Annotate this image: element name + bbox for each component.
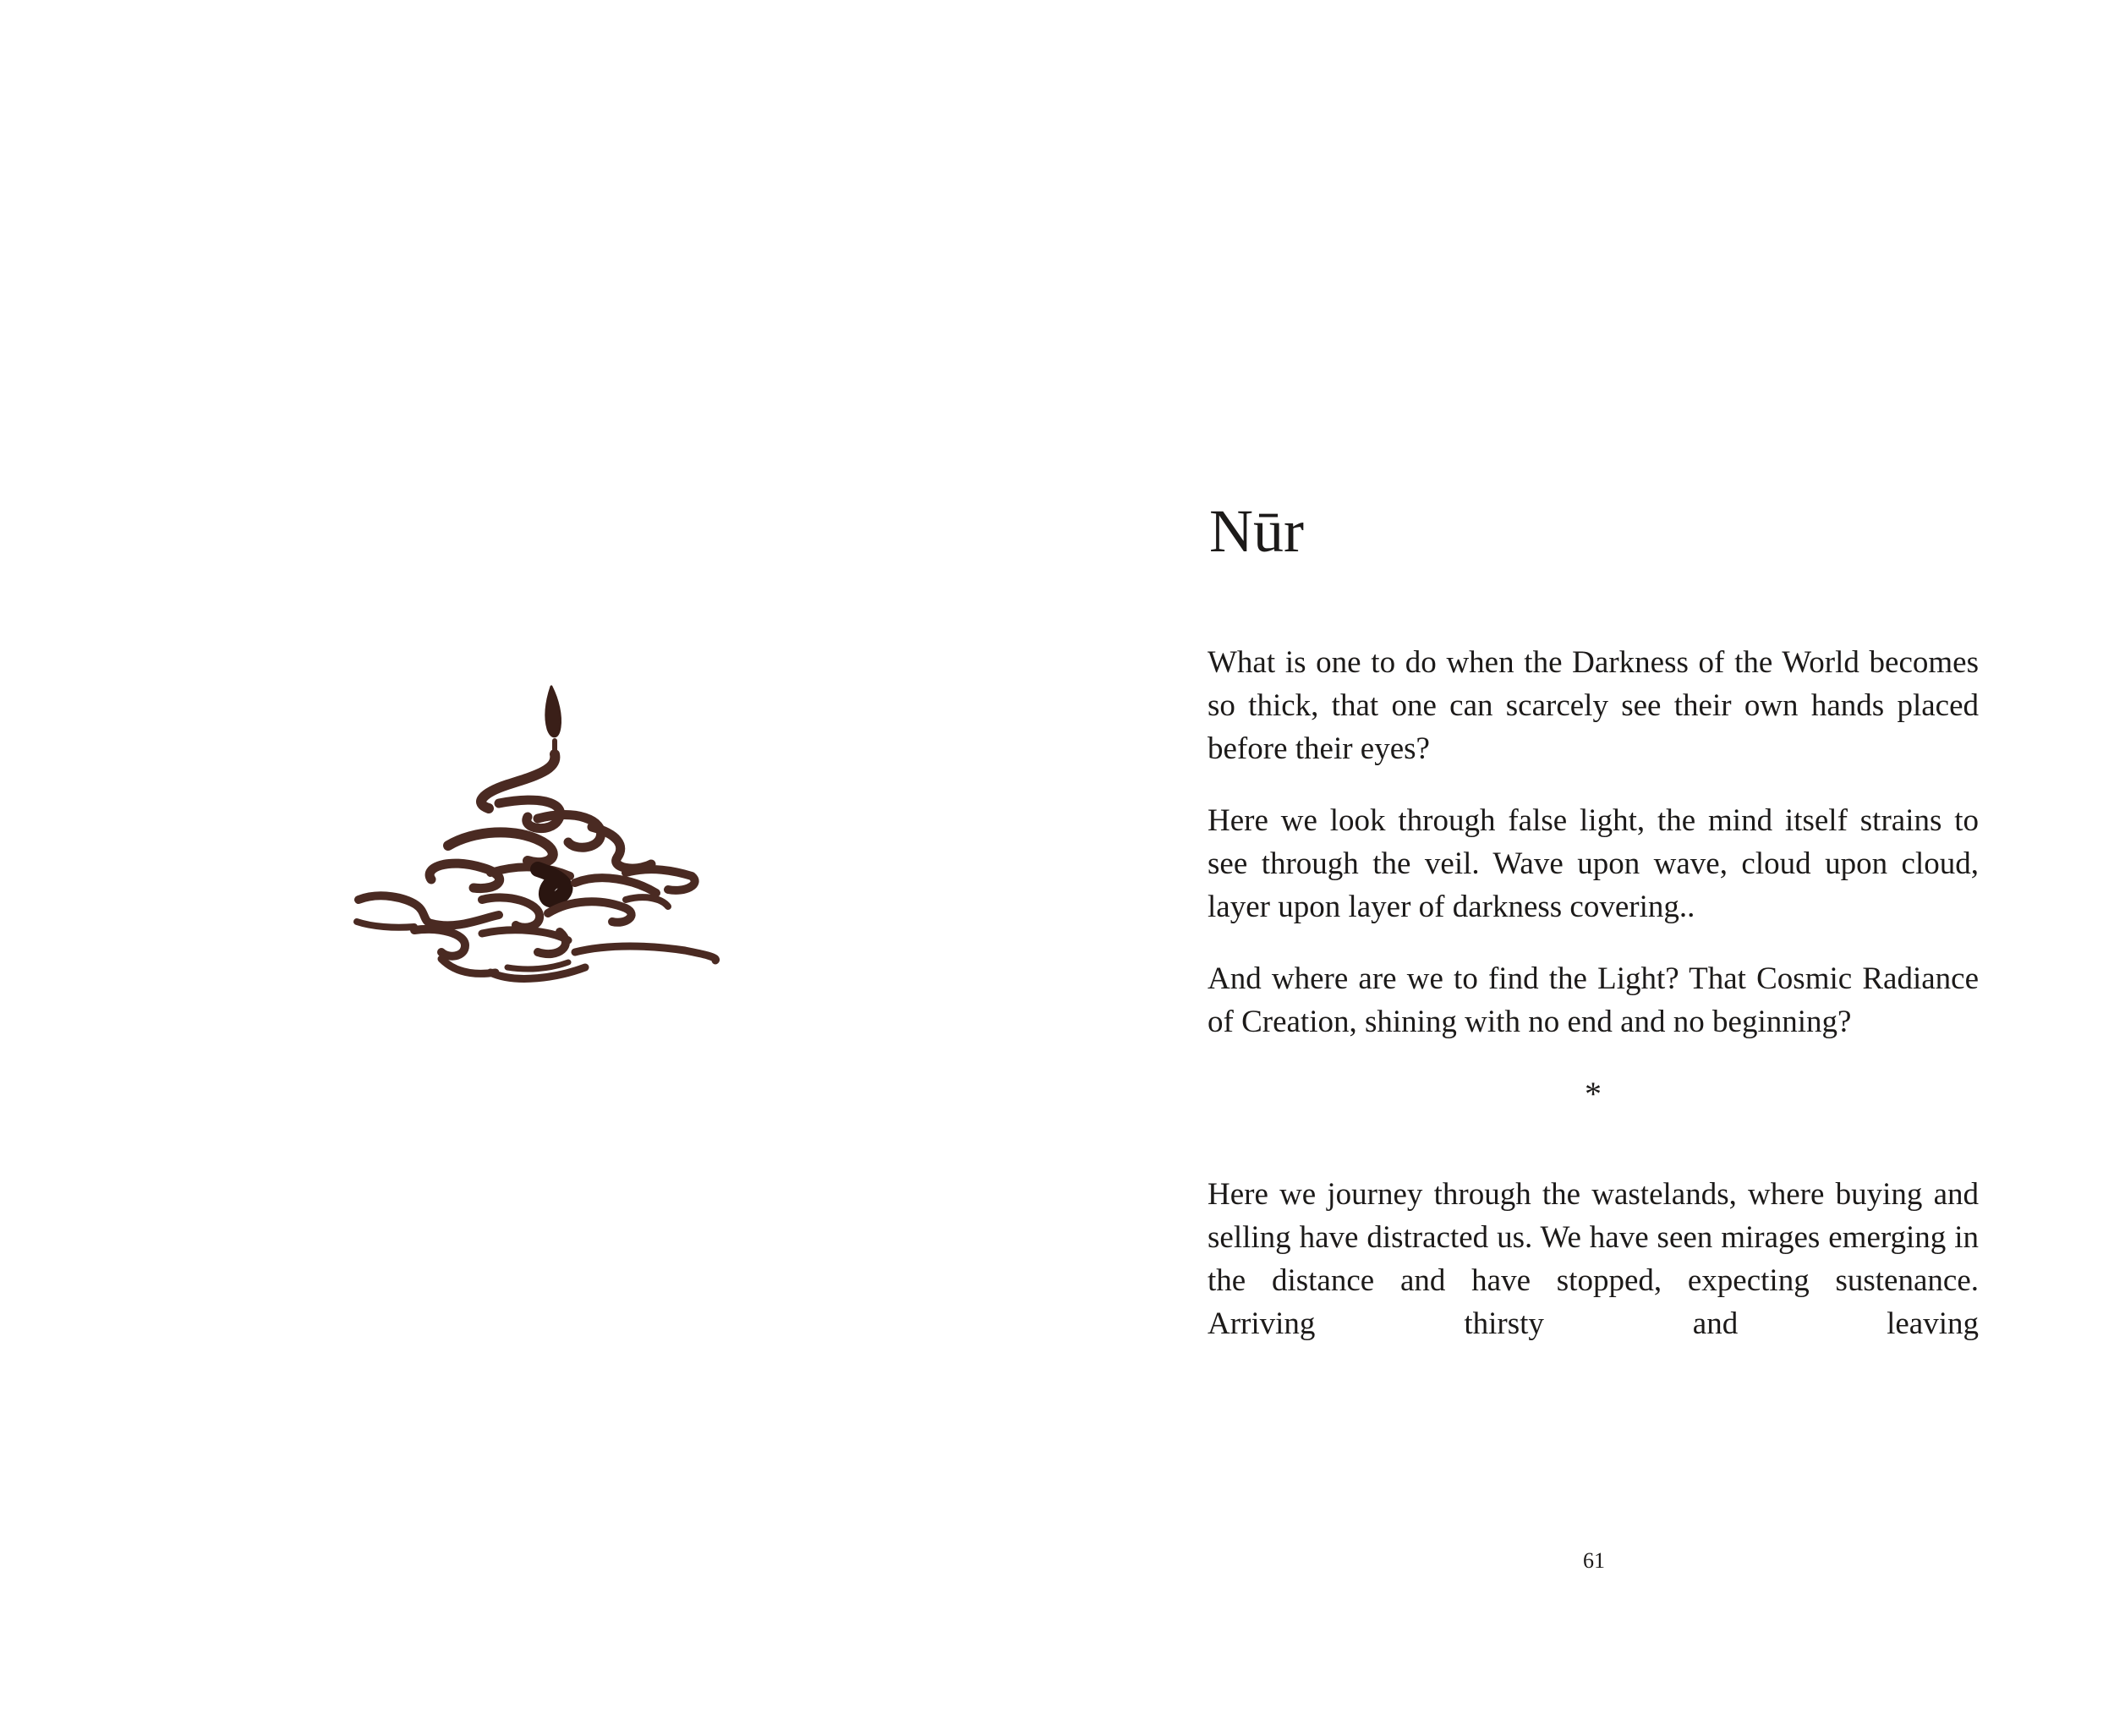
paragraph: Here we look through false light, the mind itself strains to see through the veil. Wave upon wave, cloud upon cloud, layer upon layer of darkness covering.. bbox=[1208, 803, 1979, 924]
page-number: 61 bbox=[1583, 1548, 1605, 1573]
paragraph: Here we journey through the wastelands, where buying and selling have distracted us. We have seen mirages emerging in the distance and have stopped, expecting sustenance. Arriving thirsty and leaving bbox=[1208, 1177, 1979, 1341]
candle-flame-ink-illustration-icon bbox=[347, 676, 727, 1015]
section-break-asterisk: * bbox=[1585, 1075, 1602, 1113]
paragraph: And where are we to find the Light? That Cosmic Radiance of Creation, shining with no end and no beginning? bbox=[1208, 961, 1979, 1039]
chapter-title: Nūr bbox=[1209, 497, 1304, 565]
paragraph: What is one to do when the Darkness of the World becomes so thick, that one can scarcely see their own hands placed before their eyes? bbox=[1208, 645, 1979, 766]
body-text bbox=[1208, 641, 1979, 1345]
